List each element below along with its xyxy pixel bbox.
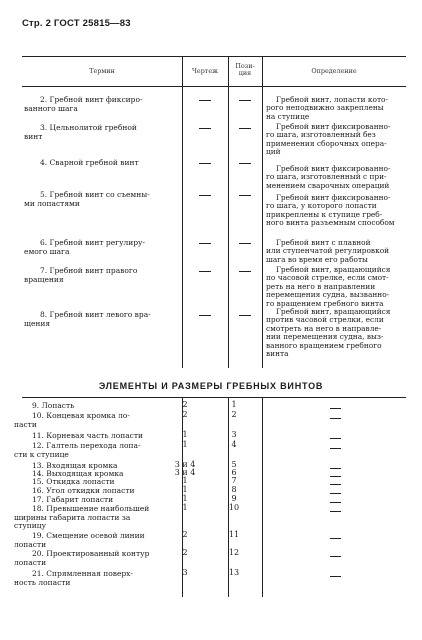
element-term: [16, 550, 176, 567]
element-position-number: 10: [228, 503, 240, 512]
element-position-number: 6: [231, 468, 237, 477]
element-drawing-number: 1: [182, 476, 188, 485]
element-term-line: 17. Габарит лопасти: [32, 495, 114, 504]
element-drawing-number: 2: [182, 400, 188, 409]
element-position-number: 3: [231, 430, 237, 439]
element-definition-dash: [330, 538, 341, 539]
section-title: ЭЛЕМЕНТЫ И РАЗМЕРЫ ГРЕБНЫХ ВИНТОВ: [98, 381, 324, 391]
element-drawing-number: 2: [182, 410, 188, 419]
term-name-line: емого шага: [24, 247, 70, 256]
term-name: [40, 158, 186, 167]
element-position-number: 7: [231, 476, 237, 485]
definition-line: го шага, изготовленный с при-: [266, 172, 387, 182]
definition-line: го вращением гребного винта: [266, 298, 384, 308]
col-divider-3: [262, 56, 263, 368]
element-drawing-number: 1: [182, 503, 188, 512]
term-definition: [266, 239, 414, 264]
col-header-position-line2: ция: [238, 69, 252, 77]
element-definition-dash: [330, 493, 341, 494]
definition-line: Гребной винт, лопасти кото-: [276, 95, 388, 104]
drawing-dash: [199, 163, 211, 164]
term-name-line: 2. Гребной винт фиксиро-: [40, 95, 143, 104]
element-term-line: сти к ступице: [14, 449, 69, 459]
element-definition-dash: [330, 476, 341, 477]
drawing-dash: [199, 243, 211, 244]
element-position-number: 13: [228, 568, 240, 577]
elements-col-divider-3: [262, 397, 263, 597]
element-definition-dash: [330, 438, 341, 439]
definition-line: винта: [266, 349, 289, 359]
element-term: [16, 402, 176, 411]
element-definition-dash: [330, 408, 341, 409]
col-header-drawing: Чертеж: [191, 67, 218, 75]
element-term-line: 15. Откидка лопасти: [32, 477, 115, 486]
term-name: [24, 123, 186, 141]
definition-line: реть на него в направлении: [266, 281, 376, 291]
element-drawing-number: 3 и 4: [174, 468, 196, 477]
element-position-number: 1: [231, 400, 237, 409]
element-definition-dash: [330, 418, 341, 419]
col-header-definition: Определение: [311, 67, 357, 75]
definition-line: смотреть на него в направле-: [266, 323, 382, 333]
term-name-line: 8. Гребной винт левого вра-: [40, 310, 151, 319]
element-position-number: 4: [231, 440, 237, 449]
definition-line: ванного вращением гребного: [266, 340, 382, 350]
definition-line: или ступенчатой регулировкой: [266, 246, 390, 256]
col-divider-2: [228, 56, 229, 368]
element-definition-dash: [330, 448, 341, 449]
definition-line: менением сварочных операций: [266, 180, 390, 190]
element-drawing-number: 1: [182, 430, 188, 439]
term-name-line: щения: [24, 319, 51, 328]
position-dash: [239, 243, 251, 244]
term-name-line: винт: [24, 132, 43, 141]
page-header: Стр. 2 ГОСТ 25815—83: [22, 18, 131, 29]
element-definition-dash: [330, 556, 341, 557]
term-definition: [266, 194, 414, 228]
definition-line: Гребной винт с плавной: [276, 238, 371, 247]
col-header-position-line1: Пози-: [235, 62, 255, 70]
element-term-line: 19. Смещение осевой линии: [32, 531, 145, 540]
term-name: [24, 238, 186, 256]
element-definition-dash: [330, 484, 341, 485]
element-drawing-number: 2: [182, 548, 188, 557]
table-top-rule: [22, 56, 406, 57]
term-name-line: 6. Гребной винт регулиру-: [40, 238, 146, 247]
element-position-number: 5: [231, 460, 237, 469]
element-drawing-number: 1: [182, 440, 188, 449]
element-term-line: 10. Концевая кромка ло-: [32, 411, 130, 420]
position-dash: [239, 163, 251, 164]
element-position-number: 2: [231, 410, 237, 419]
drawing-dash: [199, 195, 211, 196]
position-dash: [239, 128, 251, 129]
definition-line: по часовой стрелке, если смот-: [266, 273, 389, 283]
term-name: [24, 190, 186, 208]
element-position-number: 11: [228, 530, 240, 539]
element-term-line: лопасти: [14, 557, 47, 567]
element-term-line: лопасти: [14, 539, 47, 549]
term-name-line: 3. Цельнолитой гребной: [40, 123, 137, 132]
element-term: [16, 532, 176, 549]
position-dash: [239, 195, 251, 196]
definition-line: го шага, у которого лопасти: [266, 201, 377, 211]
definition-line: на ступице: [266, 111, 310, 121]
definition-line: Гребной винт фиксированно-: [276, 164, 391, 173]
term-name-line: ванного шага: [24, 104, 78, 113]
element-term-line: ность лопасти: [14, 577, 71, 587]
drawing-dash: [199, 100, 211, 101]
definition-line: шага во время его работы: [266, 254, 368, 264]
element-term-line: 11. Корневая часть лопасти: [32, 431, 144, 440]
definition-line: прикреплены к ступице греб-: [266, 209, 383, 219]
term-name-line: ми лопастями: [24, 199, 80, 208]
term-name: [24, 310, 186, 328]
term-definition: [266, 165, 414, 190]
position-dash: [239, 271, 251, 272]
definition-line: применения сборочных опера-: [266, 138, 387, 148]
element-definition-dash: [330, 502, 341, 503]
drawing-dash: [199, 271, 211, 272]
element-term-line: 16. Угол откидки лопасти: [32, 486, 135, 495]
element-drawing-number: 3 и 4: [174, 460, 196, 469]
element-term-line: 13. Входящая кромка: [32, 461, 118, 470]
drawing-dash: [199, 128, 211, 129]
term-name-line: 7. Гребной винт правого: [40, 266, 138, 275]
element-position-number: 8: [231, 485, 237, 494]
element-term-line: 21. Спрямленная поверх-: [32, 569, 133, 578]
element-term: [16, 505, 176, 531]
element-term-line: 12. Галтель перехода лопа-: [32, 441, 141, 450]
term-definition: [266, 266, 414, 308]
col-header-position: [228, 63, 262, 77]
element-term: [16, 432, 176, 441]
element-term-line: пасти: [14, 419, 37, 429]
definition-line: го шага, изготовленный без: [266, 130, 376, 140]
element-term: [16, 412, 176, 429]
term-definition: [266, 308, 414, 358]
drawing-dash: [199, 315, 211, 316]
term-definition: [266, 123, 414, 157]
definition-line: Гребной винт фиксированно-: [276, 122, 391, 131]
element-term-line: 18. Превышение наибольшей: [32, 504, 150, 513]
element-term-line: ступицу: [14, 521, 46, 530]
table-header-rule: [22, 86, 406, 87]
term-name-line: вращения: [24, 275, 64, 284]
definition-line: Гребной винт фиксированно-: [276, 193, 391, 202]
element-term: [16, 570, 176, 587]
element-drawing-number: 2: [182, 530, 188, 539]
element-definition-dash: [330, 511, 341, 512]
element-definition-dash: [330, 576, 341, 577]
element-definition-dash: [330, 468, 341, 469]
term-name-line: 4. Сварной гребной винт: [40, 158, 139, 167]
element-position-number: 9: [231, 494, 237, 503]
element-position-number: 12: [228, 548, 240, 557]
element-term-line: 9. Лопасть: [32, 401, 75, 410]
term-definition: [266, 96, 414, 121]
definition-line: ций: [266, 147, 281, 157]
term-name: [24, 95, 186, 113]
element-drawing-number: 1: [182, 485, 188, 494]
definition-line: рого неподвижно закреплены: [266, 103, 384, 113]
definition-line: Гребной винт, вращающийся: [276, 265, 391, 274]
element-term: [16, 442, 176, 459]
element-drawing-number: 1: [182, 494, 188, 503]
element-term-line: 20. Проектированный контур: [32, 549, 150, 558]
definition-line: ного винта разъемным способом: [266, 218, 395, 228]
definition-line: против часовой стрелки, если: [266, 315, 384, 325]
element-term-line: ширины габарита лопасти за: [14, 512, 131, 522]
definition-line: перемещения судна, вызванно-: [266, 290, 390, 300]
element-drawing-number: 3: [182, 568, 188, 577]
term-name-line: 5. Гребной винт со съемны-: [40, 190, 150, 199]
position-dash: [239, 100, 251, 101]
col-header-term: Термин: [89, 67, 115, 75]
definition-line: Гребной винт, вращающийся: [276, 307, 391, 316]
element-term-line: 14. Выходящая кромка: [32, 469, 124, 478]
elements-top-rule: [22, 397, 406, 398]
definition-line: нии перемещения судна, выз-: [266, 332, 384, 342]
term-name: [24, 266, 186, 284]
position-dash: [239, 315, 251, 316]
